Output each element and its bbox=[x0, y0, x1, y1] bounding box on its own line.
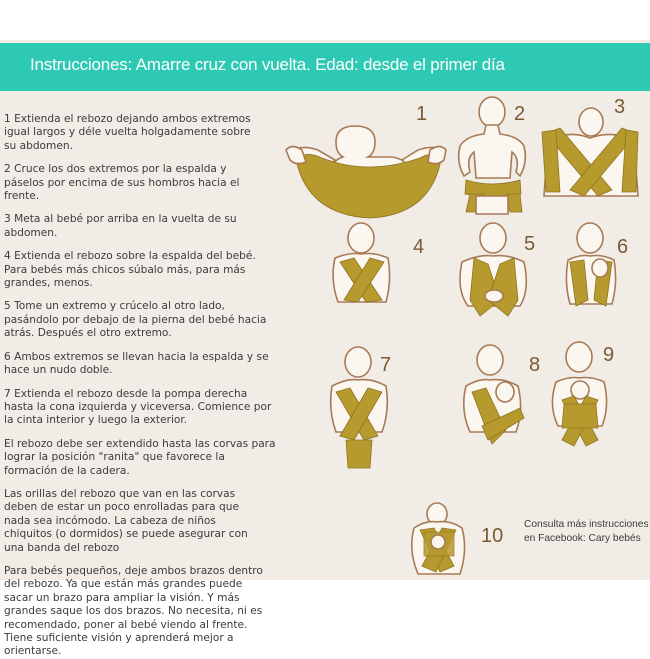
step-6-illustration bbox=[566, 223, 615, 306]
facebook-note-line-2: en Facebook: Cary bebés bbox=[524, 533, 641, 544]
step-4-illustration bbox=[333, 223, 390, 302]
step-9-illustration bbox=[552, 342, 606, 446]
instruction-2: 2 Cruce los dos extremos por la espalda y páselos por encima de sus hombros hacia el frente. bbox=[4, 163, 240, 203]
page-title: Instrucciones: Amarre cruz con vuelta. Edad: desde el primer día bbox=[30, 55, 505, 74]
step-number-7: 7 bbox=[380, 354, 392, 376]
step-number-6: 6 bbox=[617, 236, 629, 258]
step-1-illustration bbox=[286, 126, 446, 218]
facebook-note bbox=[524, 518, 649, 546]
step-3-illustration bbox=[542, 108, 638, 196]
step-number-10: 10 bbox=[481, 525, 504, 547]
step-number-8: 8 bbox=[529, 354, 541, 376]
instruction-7: 7 Extienda el rebozo desde la pompa derecha hasta la cona izquierda y viceversa. Comience por la cinta interior y luego la exterior. bbox=[4, 387, 272, 427]
step-number-9: 9 bbox=[603, 344, 615, 366]
step-5-illustration bbox=[460, 223, 526, 316]
step-number-4: 4 bbox=[413, 236, 425, 258]
step-10-illustration bbox=[412, 503, 465, 574]
instruction-1: 1 Extienda el rebozo dejando ambos extremos igual largos y déle vuelta holgadamente sobre su abdomen. bbox=[4, 113, 251, 152]
step-number-5: 5 bbox=[524, 233, 536, 255]
instruction-4: 4 Extienda el rebozo sobre la espalda del bebé. Para bebés más chicos súbalo más, para más grandes, menos. bbox=[4, 250, 256, 290]
step-number-2: 2 bbox=[514, 103, 526, 125]
instruction-6: 6 Ambos extremos se llevan hacia la espalda y se hace un nudo doble. bbox=[4, 350, 269, 377]
facebook-note-line-1: Consulta más instrucciones bbox=[524, 519, 649, 530]
step-number-1: 1 bbox=[416, 103, 428, 125]
step-8-illustration bbox=[464, 345, 524, 444]
instruction-3: 3 Meta al bebé por arriba en la vuelta de su abdomen. bbox=[4, 213, 237, 239]
note-edges: Las orillas del rebozo que van en las corvas deben de estar un poco enrolladas para que nada sea incómodo. La cabeza de niños chiquitos (o dormidos) se puede asegurar con una banda del rebozo bbox=[4, 487, 248, 554]
instruction-5: 5 Tome un extremo y crúcelo al otro lado, pasándolo por debajo de la pierna del bebé hacia atrás. Después el otro extremo. bbox=[4, 300, 267, 340]
step-number-3: 3 bbox=[614, 96, 626, 118]
note-arms: Para bebés pequeños, deje ambos brazos dentro del rebozo. Ya que están más grandes puede sacar un brazo para ampliar la visión. Y más grandes saque los dos brazos. No necesita, ni es recomendado, poner al bebé viendo al frente. Tiene suficiente visión y aprenderá mejor a orientarse. bbox=[4, 564, 263, 658]
note-hip-position: El rebozo debe ser extendido hasta las corvas para lograr la posición "ranita" que favorece la formación de la cadera. bbox=[4, 437, 276, 477]
step-7-illustration bbox=[331, 347, 388, 468]
